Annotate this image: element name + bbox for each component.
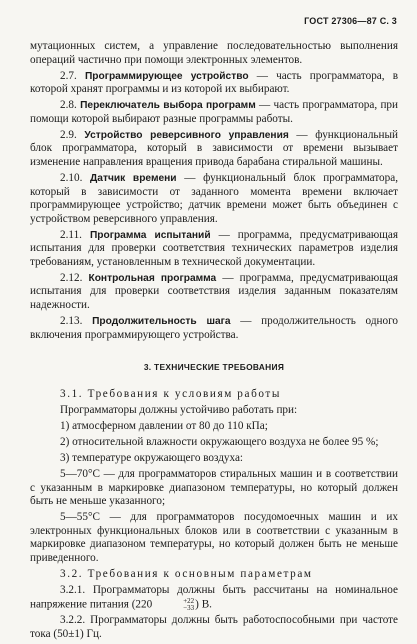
definition-2-11 [30,229,398,270]
voltage-tol-upper: +22 [183,596,195,605]
def-num: 2.8. [60,99,77,112]
def-term: Датчик времени [90,172,177,184]
definition-2-7 [30,70,398,97]
definition-2-12 [30,272,398,313]
def-text: — продолжительность одного включения программирующего устройства. [30,315,398,341]
subsection-3-2-title-text: 3.2. Требования к основным параметрам [60,568,313,581]
def-num: 2.10. [60,171,83,184]
def-num: 2.9. [60,128,77,141]
subsection-3-1-title [30,388,398,402]
page-content [30,40,398,644]
def-term: Устройство реверсивного управления [84,129,289,141]
definition-2-9 [30,129,398,170]
def-term: Продолжительность шага [92,316,231,328]
subsection-3-1-title-text: 3.1. Требования к условиям работы [60,388,282,401]
def-text: — часть программатора, при помощи которой выбирают разные программы работы. [30,99,399,125]
s31-temp-1: 5—70°С — для программаторов стиральных машин и в соответствии с указанным в маркировке диапазоном температуры, но который должен быть не меньше указанного; [30,468,398,508]
def-num: 2.11. [60,228,82,241]
def-num: 2.12. [60,271,83,284]
def-num: 2.7. [60,69,77,82]
subsection-3-2-title [30,568,398,582]
def-term: Контрольная программа [88,272,217,284]
lead-paragraph: мутационных систем, а управление последовательностью выполнения операций частично при помощи электронных элементов. [30,40,398,66]
def-num: 2.13. [60,315,83,328]
clause-3-2-1-pre: 3.2.1. Программаторы должны быть рассчитаны на номинальное напряжение питания (220 [30,584,398,611]
def-term: Переключатель выбора программ [80,100,256,112]
s31-item-1: 1) атмосферном давлении от 80 до 110 кПа; [60,420,268,433]
definition-2-10 [30,172,398,226]
section-title: 3. ТЕХНИЧЕСКИЕ ТРЕБОВАНИЯ [143,362,285,373]
def-text: — программа, предусматривающая испытания для проверки соответствия технических параметров изделия требованиям, установленным в технической документации. [30,228,399,268]
s31-item-2: 2) относительной влажности окружающего воздуха не более 95 %; [60,436,379,449]
clause-3-2-2: 3.2.2. Программаторы должны быть работоспособными при частоте тока (50±1) Гц. [30,614,398,640]
def-text: — часть программатора, в которой хранят программы и из которой их выбирают. [30,69,399,96]
s31-intro: Программаторы должны устойчиво работать при: [60,404,298,417]
clause-3-2-1-post: ) В. [195,598,212,611]
s31-temp-2: 5—55°С — для программаторов посудомоечных машин и их электронных функциональных блоков или в соответствии с указанным в маркировке диапазоном температуры, но который должен быть не меньше приведенного. [30,511,398,565]
definition-2-8 [30,99,398,126]
def-text: — программа, предусматривающая испытания для проверки соответствия изделия заданным показателям надежности. [30,271,398,312]
clause-3-2-1 [30,584,398,612]
def-text: — функциональный блок программатора, который в зависимости от заданного момента времени включает программирующее устройство; датчик времени может быть объединен с устройством реверсивного управления. [30,171,399,225]
voltage-tol-lower: −33 [183,603,195,612]
def-term: Программирующее устройство [84,70,249,82]
s31-item-3: 3) температуре окружающего воздуха: [60,452,244,465]
definition-2-13 [30,315,398,342]
page-header: ГОСТ 27306—87 С. 3 [304,16,397,26]
def-term: Программа испытаний [89,229,211,241]
def-text: — функциональный блок программатора, который в зависимости от времени вызывает изменение направления вращения привода барабана стиральной машины. [30,128,399,168]
